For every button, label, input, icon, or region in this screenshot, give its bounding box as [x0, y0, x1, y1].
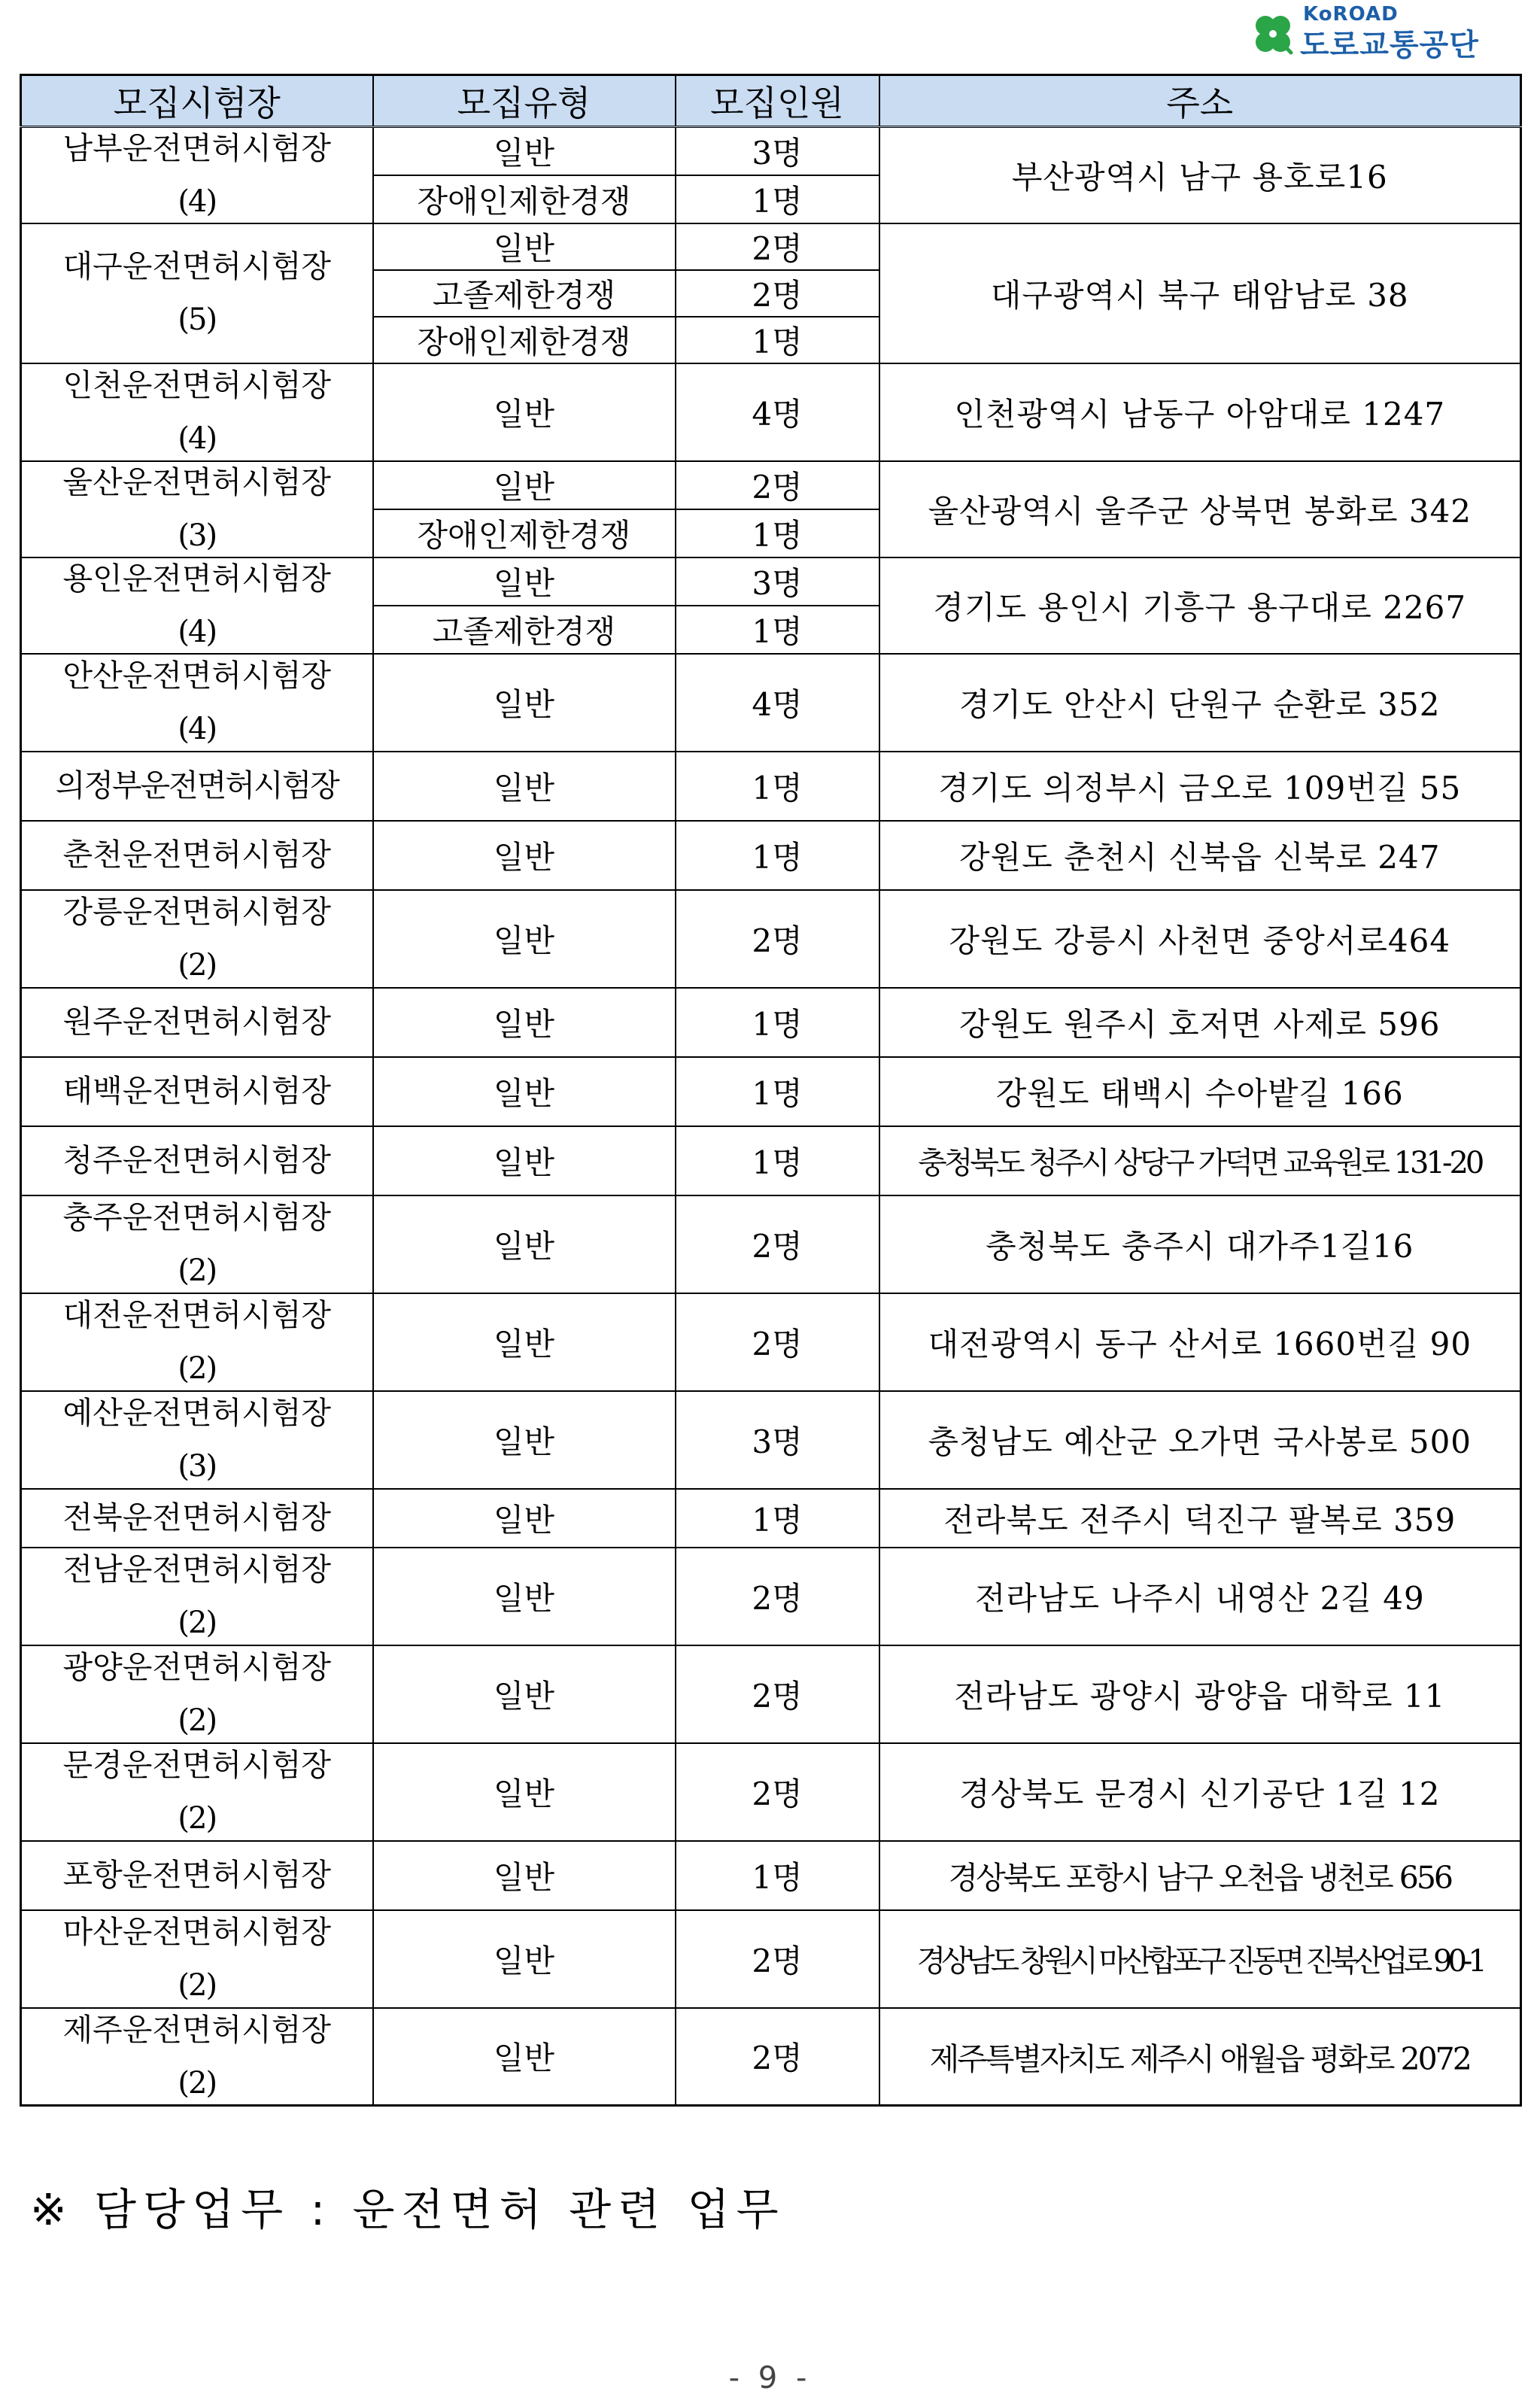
header-site: 모집시험장 — [21, 75, 373, 127]
duty-note: ※ 담당업무 : 운전면허 관련 업무 — [30, 2184, 785, 2235]
site-cell — [21, 223, 373, 363]
table-row — [21, 1645, 1521, 1743]
site-count: (2) — [178, 1606, 217, 1640]
table-row — [21, 890, 1521, 988]
recruit-type: 고졸제한경쟁 — [373, 606, 676, 654]
site-address: 경기도 의정부시 금오로 109번길 55 — [879, 752, 1521, 821]
recruit-num: 2명 — [676, 890, 879, 988]
recruit-num: 1명 — [676, 317, 879, 363]
site-count: (3) — [178, 518, 217, 553]
recruit-type: 일반 — [373, 1126, 676, 1195]
table-row — [21, 1548, 1521, 1645]
site-cell — [21, 654, 373, 752]
logo-brand-en: KoROAD — [1303, 3, 1399, 26]
recruit-num: 2명 — [676, 2008, 879, 2106]
site-address: 인천광역시 남동구 아암대로 1247 — [879, 363, 1521, 461]
recruit-type: 고졸제한경쟁 — [373, 270, 676, 317]
site-name: 울산운전면허시험장 — [62, 464, 331, 500]
recruit-num: 1명 — [676, 175, 879, 223]
site-count: (2) — [178, 1253, 217, 1288]
table-row — [21, 363, 1521, 461]
recruit-num: 1명 — [676, 1057, 879, 1126]
site-address: 전라남도 나주시 내영산 2길 49 — [879, 1548, 1521, 1645]
site-cell — [21, 1489, 373, 1548]
recruit-num: 1명 — [676, 821, 879, 890]
recruit-num: 1명 — [676, 1489, 879, 1548]
site-address: 강원도 원주시 호저면 사제로 596 — [879, 988, 1521, 1057]
site-name: 원주운전면허시험장 — [62, 1004, 331, 1040]
table-row — [21, 821, 1521, 890]
site-cell — [21, 988, 373, 1057]
recruit-num: 1명 — [676, 1126, 879, 1195]
recruit-type: 일반 — [373, 1293, 676, 1391]
table-row — [21, 1195, 1521, 1293]
recruit-num: 2명 — [676, 1195, 879, 1293]
recruit-num: 4명 — [676, 363, 879, 461]
site-name: 광양운전면허시험장 — [62, 1649, 331, 1685]
recruit-num: 4명 — [676, 654, 879, 752]
recruit-num: 1명 — [676, 988, 879, 1057]
recruit-type: 일반 — [373, 752, 676, 821]
table-row — [21, 1126, 1521, 1195]
site-address: 강원도 태백시 수아밭길 166 — [879, 1057, 1521, 1126]
site-name: 춘천운전면허시험장 — [62, 837, 331, 873]
site-cell — [21, 1841, 373, 1910]
table-row — [21, 461, 1521, 509]
recruit-num: 2명 — [676, 223, 879, 270]
table-row — [21, 1743, 1521, 1841]
site-address: 울산광역시 울주군 상북면 봉화로 342 — [879, 461, 1521, 557]
site-address: 경기도 안산시 단원구 순환로 352 — [879, 654, 1521, 752]
recruit-type: 일반 — [373, 1841, 676, 1910]
site-address: 강원도 춘천시 신북읍 신북로 247 — [879, 821, 1521, 890]
site-address: 강원도 강릉시 사천면 중앙서로464 — [879, 890, 1521, 988]
site-cell — [21, 557, 373, 654]
site-address: 경상남도 창원시 마산합포구 진동면 진북산업로 90-1 — [879, 1910, 1521, 2008]
recruit-type: 일반 — [373, 363, 676, 461]
site-count: (2) — [178, 2065, 217, 2101]
site-address: 전라남도 광양시 광양읍 대학로 11 — [879, 1645, 1521, 1743]
site-name: 마산운전면허시험장 — [62, 1914, 331, 1950]
recruit-type: 일반 — [373, 988, 676, 1057]
recruit-num: 3명 — [676, 557, 879, 606]
site-address: 전라북도 전주시 덕진구 팔복로 359 — [879, 1489, 1521, 1548]
site-cell — [21, 1548, 373, 1645]
recruit-type: 일반 — [373, 557, 676, 606]
site-count: (2) — [178, 1801, 217, 1836]
site-name: 전북운전면허시험장 — [62, 1499, 331, 1536]
clover-logo-icon — [1249, 14, 1297, 56]
recruit-type: 일반 — [373, 654, 676, 752]
recruit-num: 2명 — [676, 461, 879, 509]
recruit-type: 일반 — [373, 1391, 676, 1489]
site-count: (2) — [178, 1351, 217, 1386]
site-name: 안산운전면허시험장 — [62, 658, 331, 694]
recruit-type: 일반 — [373, 1548, 676, 1645]
recruit-type: 일반 — [373, 1743, 676, 1841]
recruit-type: 일반 — [373, 821, 676, 890]
site-address: 경상북도 포항시 남구 오천읍 냉천로 656 — [879, 1841, 1521, 1910]
site-name: 태백운전면허시험장 — [62, 1073, 331, 1109]
site-cell — [21, 461, 373, 557]
site-cell — [21, 2008, 373, 2106]
table-row — [21, 557, 1521, 606]
site-name: 용인운전면허시험장 — [62, 560, 331, 597]
site-count: (3) — [178, 1449, 217, 1484]
site-cell — [21, 1391, 373, 1489]
table-row — [21, 1489, 1521, 1548]
logo-brand-ko: 도로교통공단 — [1300, 28, 1479, 62]
site-cell — [21, 1195, 373, 1293]
site-address: 충청남도 예산군 오가면 국사봉로 500 — [879, 1391, 1521, 1489]
site-name: 제주운전면허시험장 — [62, 2011, 331, 2048]
site-address: 충청북도 충주시 대가주1길16 — [879, 1195, 1521, 1293]
site-cell — [21, 890, 373, 988]
header-type: 모집유형 — [373, 75, 676, 127]
site-count: (4) — [178, 184, 217, 220]
table-row — [21, 1057, 1521, 1126]
site-name: 포항운전면허시험장 — [62, 1857, 331, 1893]
recruit-type: 장애인제한경쟁 — [373, 509, 676, 557]
site-name: 대구운전면허시험장 — [62, 248, 331, 284]
site-cell — [21, 1057, 373, 1126]
site-name: 충주운전면허시험장 — [62, 1199, 331, 1235]
table-row — [21, 1293, 1521, 1391]
recruit-num: 3명 — [676, 1391, 879, 1489]
site-address: 경기도 용인시 기흥구 용구대로 2267 — [879, 557, 1521, 654]
site-address: 경상북도 문경시 신기공단 1길 12 — [879, 1743, 1521, 1841]
recruit-type: 일반 — [373, 461, 676, 509]
recruitment-table — [20, 74, 1522, 2107]
table-row — [21, 654, 1521, 752]
site-address: 부산광역시 남구 용호로16 — [879, 127, 1521, 223]
site-cell — [21, 1293, 373, 1391]
table-row — [21, 127, 1521, 175]
site-cell — [21, 1645, 373, 1743]
site-count: (5) — [178, 302, 217, 337]
site-address: 대전광역시 동구 산서로 1660번길 90 — [879, 1293, 1521, 1391]
recruit-num: 1명 — [676, 606, 879, 654]
site-cell — [21, 1910, 373, 2008]
header-count: 모집인원 — [676, 75, 879, 127]
table-row — [21, 1391, 1521, 1489]
recruit-type: 일반 — [373, 1195, 676, 1293]
recruit-type: 장애인제한경쟁 — [373, 317, 676, 363]
site-name: 강릉운전면허시험장 — [62, 894, 331, 930]
recruit-num: 1명 — [676, 752, 879, 821]
site-address: 제주특별자치도 제주시 애월읍 평화로 2072 — [879, 2008, 1521, 2106]
recruit-type: 일반 — [373, 890, 676, 988]
table-row — [21, 223, 1521, 270]
table-row — [21, 1841, 1521, 1910]
recruit-num: 1명 — [676, 1841, 879, 1910]
koroad-logo — [1249, 3, 1482, 62]
site-cell — [21, 752, 373, 821]
recruit-num: 2명 — [676, 1910, 879, 2008]
site-cell — [21, 1126, 373, 1195]
site-count: (4) — [178, 712, 217, 746]
site-count: (4) — [178, 421, 217, 456]
recruit-num: 2명 — [676, 1645, 879, 1743]
recruit-type: 일반 — [373, 1645, 676, 1743]
site-name: 인천운전면허시험장 — [62, 367, 331, 403]
site-name: 전남운전면허시험장 — [62, 1551, 331, 1587]
table-row — [21, 988, 1521, 1057]
recruit-num: 2명 — [676, 270, 879, 317]
recruit-num: 2명 — [676, 1743, 879, 1841]
header-address: 주소 — [879, 75, 1521, 127]
site-name: 문경운전면허시험장 — [62, 1747, 331, 1783]
site-name: 예산운전면허시험장 — [62, 1395, 331, 1431]
site-name: 대전운전면허시험장 — [62, 1297, 331, 1333]
table-row — [21, 1910, 1521, 2008]
site-cell — [21, 127, 373, 223]
table-row — [21, 2008, 1521, 2106]
recruit-type: 일반 — [373, 223, 676, 270]
site-count: (2) — [178, 1968, 217, 2003]
recruit-num: 1명 — [676, 509, 879, 557]
site-name: 의정부운전면허시험장 — [55, 767, 339, 804]
recruit-type: 일반 — [373, 1057, 676, 1126]
table-row — [21, 752, 1521, 821]
site-count: (2) — [178, 948, 217, 983]
recruit-type: 일반 — [373, 127, 676, 175]
recruit-type: 장애인제한경쟁 — [373, 175, 676, 223]
site-count: (4) — [178, 615, 217, 649]
site-count: (2) — [178, 1703, 217, 1738]
table-header-row — [21, 75, 1521, 127]
recruit-type: 일반 — [373, 2008, 676, 2106]
site-name: 청주운전면허시험장 — [62, 1142, 331, 1178]
site-cell — [21, 1743, 373, 1841]
site-cell — [21, 363, 373, 461]
recruit-num: 2명 — [676, 1548, 879, 1645]
recruit-num: 3명 — [676, 127, 879, 175]
recruit-type: 일반 — [373, 1489, 676, 1548]
recruit-type: 일반 — [373, 1910, 676, 2008]
recruit-num: 2명 — [676, 1293, 879, 1391]
page-number: - 9 - — [728, 2361, 812, 2395]
site-address: 대구광역시 북구 태암남로 38 — [879, 223, 1521, 363]
site-cell — [21, 821, 373, 890]
site-address: 충청북도 청주시 상당구 가덕면 교육원로 131-20 — [879, 1126, 1521, 1195]
site-name: 남부운전면허시험장 — [62, 130, 331, 167]
